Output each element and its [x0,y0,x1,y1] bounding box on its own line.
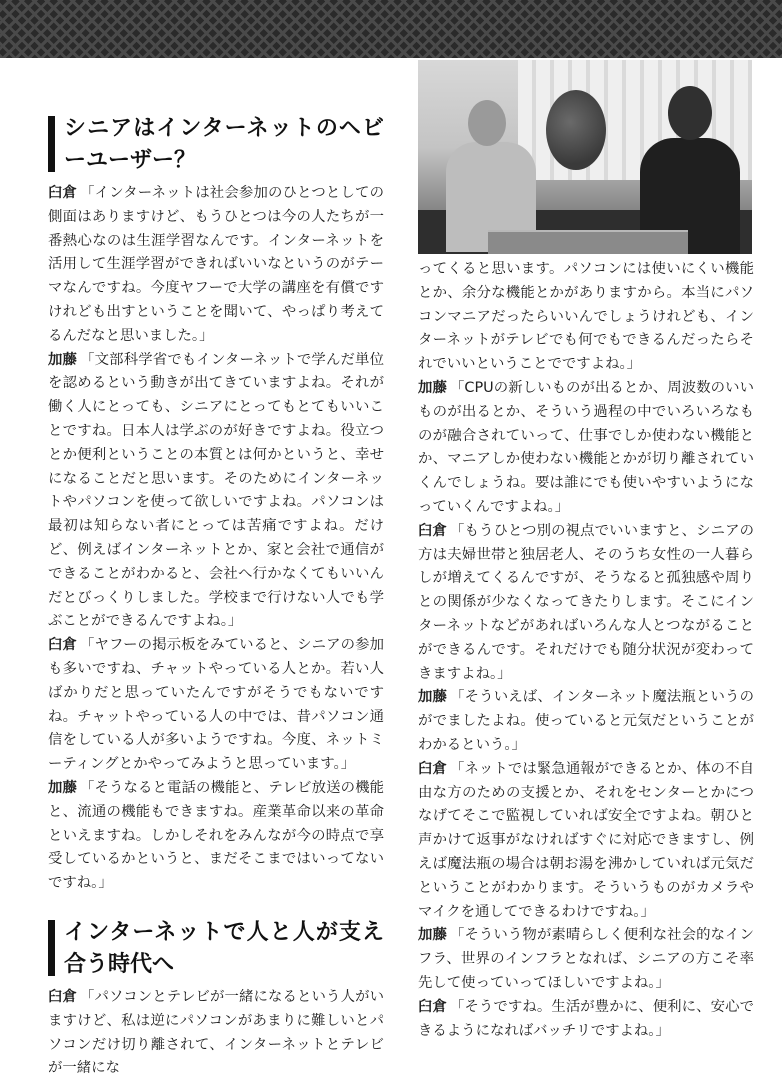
left-column [48,112,384,1081]
dialogue-text: 「そうですね。生活が豊かに、便利に、安心できるようになればバッチリですよね。」 [418,998,754,1039]
speaker-name: 臼倉 [418,998,447,1015]
dialogue-paragraph [418,996,754,1044]
photo-table [488,230,688,254]
speaker-name: 臼倉 [48,185,78,201]
dialogue-paragraph [48,182,384,349]
dialogue-paragraph [418,686,754,757]
dialogue-text: 「CPUの新しいものが出るとか、周波数のいいものが出るとか、そういう過程の中でいろいろなものが融合されていって、仕事でしか使わない機能とか、マニアしか使わない機能とかが切り離されていくんでしょうね。要は誰にでも使いやすいようになっていくんですよね。」 [418,379,754,515]
dialogue-text: 「インターネットは社会参加のひとつとしての側面はありますけど、もうひとつは今の人たちが一番熱心なのは生涯学習なんです。インターネットを活用して生涯学習ができればいいなというのがテーマなんですね。今度ヤフーで大学の講座を有償ですけれども出すということを聞いて、やっぱり考えてるんだなと思いました。」 [48,185,384,344]
dialogue-paragraph [418,924,754,995]
speaker-name: 臼倉 [418,760,447,777]
speaker-name: 臼倉 [48,637,78,654]
dialogue-text: 「ネットでは緊急通報ができるとか、体の不自由な方のための支援とか、それをセンターとかにつなげてそこで監視していれば安全ですよね。朝ひと声かけて返事がなければすぐに対応できますし、例えば魔法瓶の場合は朝お湯を沸かしていれば元気だということがわかります。そういうものがカメラやマイクを通してできるわけですね。」 [418,760,754,920]
dialogue-text: 「パソコンとテレビが一緒になるという人がいますけど、私は逆にパソコンがあまりに難しいとパソコンだけ切り離されて、インターネットとテレビが一緒にな [48,988,384,1077]
photo-person-left [446,100,536,250]
dialogue-text: 「そういえば、インターネット魔法瓶というのがでましたよね。使っていると元気だということがわかるという。」 [418,689,754,753]
speaker-name: 加藤 [418,927,447,944]
dialogue-text: 「ヤフーの掲示板をみていると、シニアの参加も多いですね、チャットやっている人とか。若い人ばかりだと思っていたんですがそうでもないですね。チャットやっている人の中では、昔パソコン通信をしている人が多いようですね。今度、ネットミーティングとかやってみようと思っています。」 [48,637,384,773]
dialogue-text: 「もうひとつ別の視点でいいますと、シニアの方は夫婦世帯と独居老人、そのうち女性の一人暮らしが増えてくるんですが、そうなると孤独感や周りとの関係が少なくなってきたりします。そこにインターネットなどがあればいろんな人とつながることができるんです。それだけでも随分状況が変わってきますよね。」 [418,522,754,682]
section-heading-1: シニアはインターネットのヘビーユーザー？ [48,112,384,176]
speaker-name: 加藤 [418,689,448,706]
photo-plant [546,90,606,170]
speaker-name: 臼倉 [48,988,78,1005]
dialogue-paragraph [418,520,754,687]
dialogue-paragraph [48,349,384,635]
dialogue-paragraph [418,758,754,925]
header-pattern-band [0,0,782,58]
dialogue-text: 「文部科学省でもインターネットで学んだ単位を認めるという動きが出てきていますよね。それが働く人にとっても、シニアにとってもとてもいいことですね。日本人は学ぶのが好きですよね。役立つとか便利ということの本質とは何かというと、幸せになることだと思います。そのためにインターネットやパソコンを使って欲しいですよね。パソコンは最初は知らない者にとっては苦痛ですよね。だけど、例えばインターネットとか、家と会社で通信ができることがわかると、会社へ行かなくてもいいんだとびっくりしました。学校まで行けない人でも学ぶことができるんですよね。」 [48,351,384,630]
dialogue-paragraph [48,634,384,777]
dialogue-paragraph [48,777,384,896]
speaker-name: 加藤 [418,379,447,396]
photo-person-right [640,86,740,254]
dialogue-continuation: ってくると思います。パソコンには使いにくい機能とか、余分な機能とかがありますから。本当にパソコンマニアだったらいいんでしょうけれども、インターネットがテレビでも何でもできるんだったらそれでいいということでですよね。」 [418,261,754,373]
speaker-name: 加藤 [48,351,78,368]
dialogue-text: 「そういう物が素晴らしく便利な社会的なインフラ、世界のインフラとなれば、シニアの方こそ率先して使っていってほしいですよね。」 [418,927,754,991]
dialogue-text: 「そうなると電話の機能と、テレビ放送の機能と、流通の機能もできますね。産業革命以来の革命といえますね。しかしそれをみんなが今の時点で享受しているかというと、まだそこまではいってないですね。」 [48,779,384,892]
dialogue-paragraph [418,377,754,520]
right-column [418,258,754,1043]
speaker-name: 加藤 [48,779,77,796]
dialogue-paragraph [48,986,384,1081]
section-heading-2: インターネットで人と人が支え合う時代へ [48,916,384,980]
speaker-name: 臼倉 [418,522,447,539]
interview-photo [418,60,752,254]
